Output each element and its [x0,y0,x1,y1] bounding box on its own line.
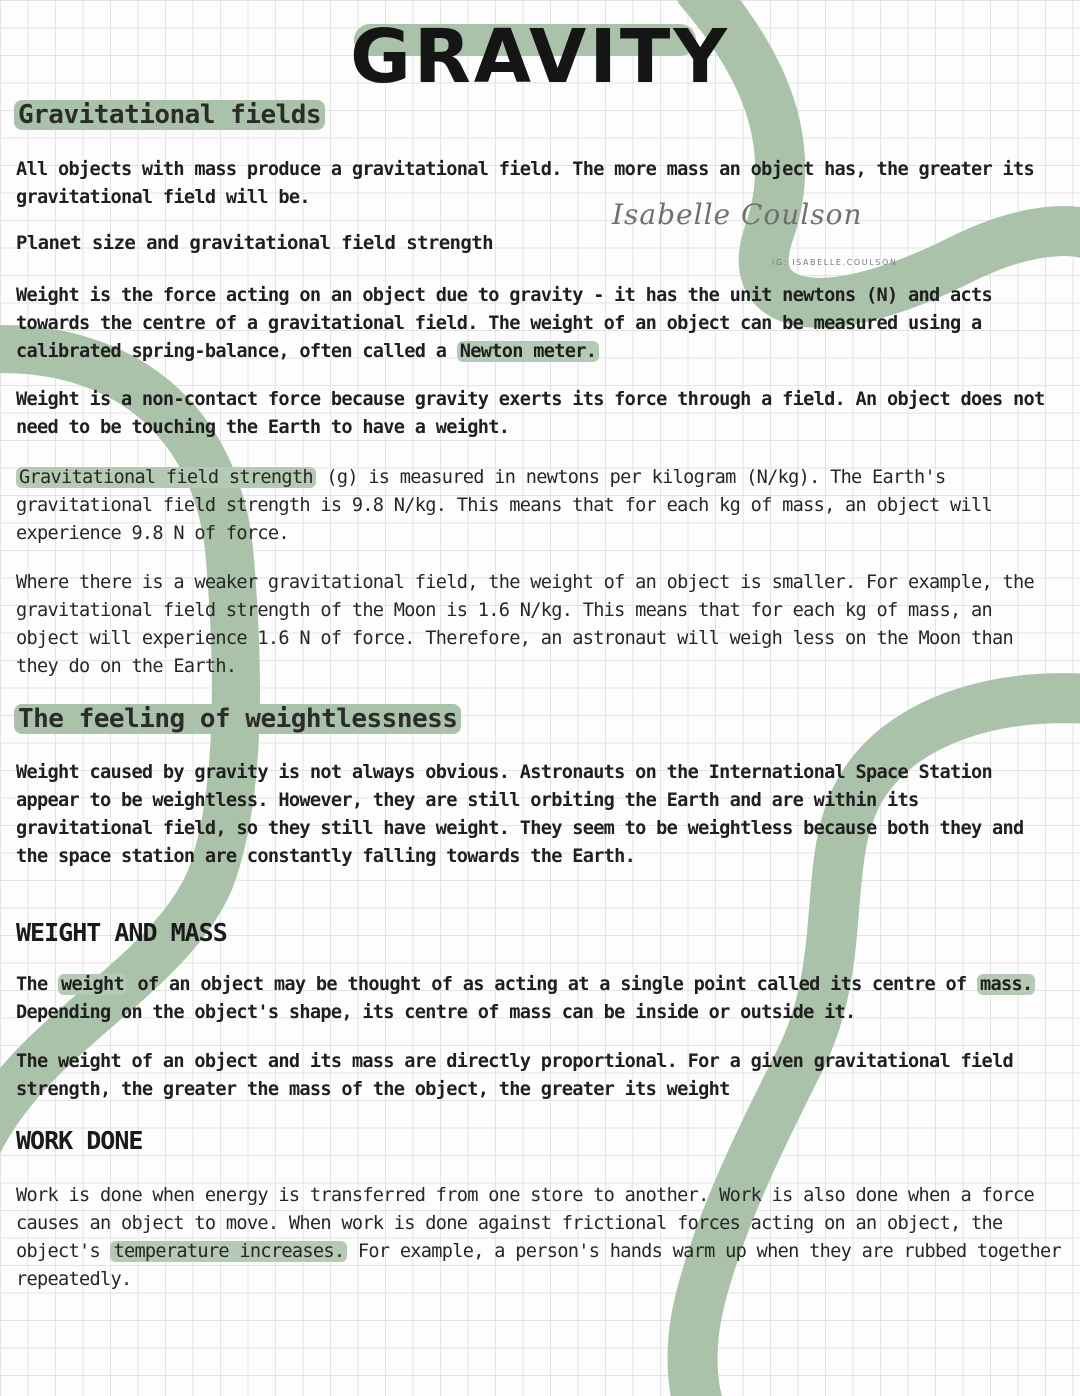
heading-work-done: WORK DONE [16,1126,143,1155]
paragraph-non-contact-force: Weight is a non-contact force because gravity exerts its force through a field. An object does not need to be touching the Earth to have a weight. [16,389,1045,438]
highlight-temperature-increases: temperature increases. [110,1241,347,1262]
paragraph-weight-definition [16,282,1064,366]
paragraph-field-strength [16,464,1064,548]
highlight-mass: mass. [977,974,1035,995]
highlight-gravitational-field-strength: Gravitational field strength [16,467,316,488]
paragraph-intro: All objects with mass produce a gravitational field. The more mass an object has, the greater its gravitational field will be. [16,159,1034,208]
highlight-weight: weight [58,974,127,995]
paragraph-moon: Where there is a weaker gravitational field, the weight of an object is smaller. For example, the gravitational field strength of the Moon is 1.6 N/kg. This means that for each kg of mass, an object will experience 1.6 N of force. Therefore, an astronaut will weigh less on the Moon than they do on the Earth. [16,572,1034,677]
work-done-text-b: For example, a person's hands warm up when they are rubbed together repeatedly. [16,1241,1061,1290]
author-signature: Isabelle Coulson [612,198,863,231]
heading-weightlessness [14,704,461,734]
paragraph-weightlessness: Weight caused by gravity is not always obvious. Astronauts on the International Space Station appear to be weightless. However, they are still orbiting the Earth and are within its gravitational field, so they still have weight. They seem to be weightless because both they and the space station are constantly falling towards the Earth. [16,762,1024,867]
paragraph-work-done [16,1182,1064,1294]
paragraph-centre-of-mass [16,971,1064,1027]
paragraph-proportional: The weight of an object and its mass are directly proportional. For a given gravitational field strength, the greater the mass of the object, the greater its weight [16,1051,1013,1100]
work-done-text-a: Work is done when energy is transferred from one store to another. Work is also done when a force causes an object to move. When work is done against frictional forces acting on an object, the object's [16,1185,1034,1262]
centre-of-mass-text-a: The [16,974,58,995]
author-handle: IG: ISABELLE.COULSON [772,258,898,267]
heading-weight-and-mass: WEIGHT AND MASS [16,918,227,947]
centre-of-mass-text-c: Depending on the object's shape, its centre of mass can be inside or outside it. [16,1002,856,1023]
heading-gravitational-fields-text: Gravitational fields [14,100,325,130]
weight-definition-text: Weight is the force acting on an object due to gravity - it has the unit newtons (N) and acts towards the centre of a gravitational field. The weight of an object can be measured using a calibrated spring-balance, often called a [16,285,992,362]
heading-weightlessness-text: The feeling of weightlessness [14,704,461,734]
heading-gravitational-fields [14,100,325,130]
centre-of-mass-text-b: of an object may be thought of as acting at a single point called its centre of [126,974,977,995]
field-strength-text: (g) is measured in newtons per kilogram (N/kg). The Earth's gravitational field strength is 9.8 N/kg. This means that for each kg of mass, an object will experience 9.8 N of force. [16,467,992,544]
page-title: GRAVITY [350,14,730,100]
highlight-newton-meter: Newton meter. [457,341,599,362]
subheading-planet-size: Planet size and gravitational field strength [16,232,493,254]
